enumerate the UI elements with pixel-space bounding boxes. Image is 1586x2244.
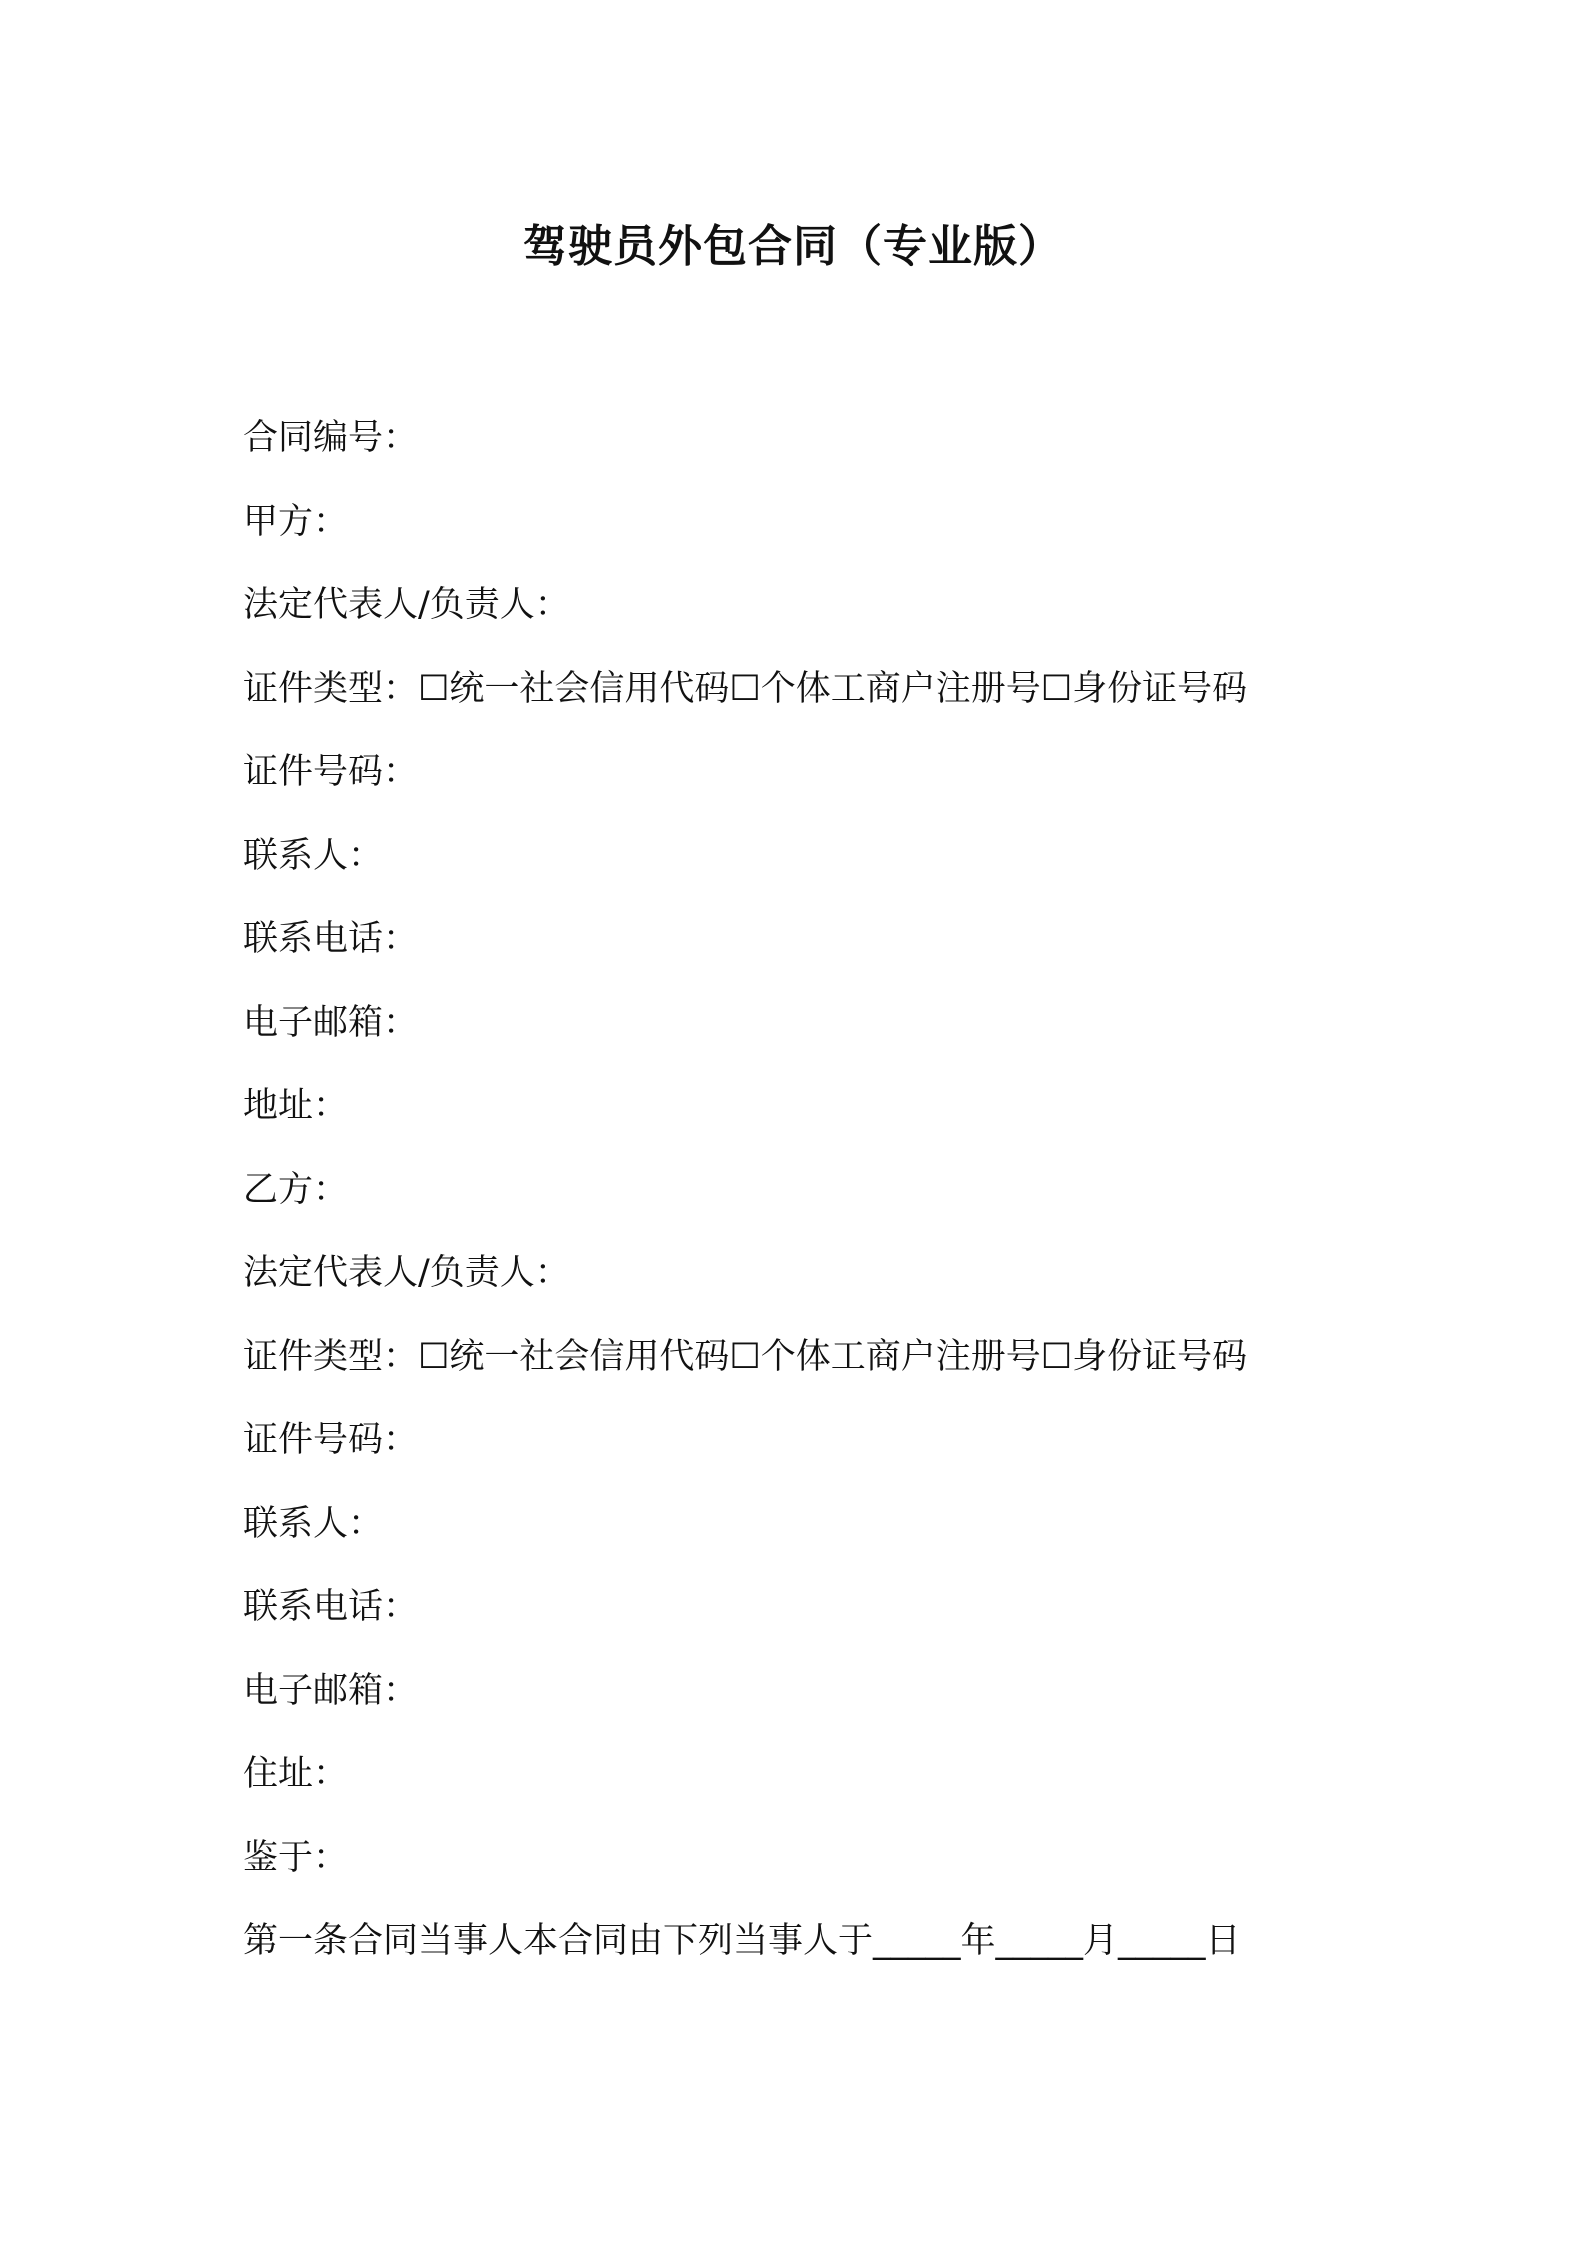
- party-a-line: 甲方：: [243, 501, 349, 542]
- party-a-phone-line: 联系电话：: [243, 919, 419, 959]
- contract-fields: [243, 403, 1393, 1990]
- party-b-phone-line: 联系电话：: [243, 1587, 419, 1627]
- contract-number-line: 合同编号：: [243, 418, 419, 458]
- party-b-line: 乙方：: [243, 1169, 349, 1210]
- party-b-address-line: 住址：: [243, 1754, 349, 1794]
- party-b-id-type-line: 证件类型：☐统一社会信用代码☐个体工商户注册号☐身份证号码: [243, 1336, 1248, 1377]
- party-a-id-type-line: 证件类型：☐统一社会信用代码☐个体工商户注册号☐身份证号码: [243, 668, 1248, 709]
- document-title: 驾驶员外包合同（专业版）: [523, 221, 1063, 272]
- party-b-legal-rep-line: 法定代表人/负责人：: [243, 1253, 570, 1293]
- whereas-line: 鉴于：: [243, 1837, 349, 1878]
- party-a-address-line: 地址：: [243, 1086, 349, 1126]
- party-a-id-number-line: 证件号码：: [243, 752, 419, 792]
- party-b-id-number-line: 证件号码：: [243, 1420, 419, 1460]
- article-one-line: 第一条合同当事人本合同由下列当事人于_____年_____月_____日: [243, 1921, 1241, 1961]
- party-a-email-line: 电子邮箱：: [243, 1002, 419, 1043]
- party-b-contact-line: 联系人：: [243, 1503, 384, 1544]
- party-b-email-line: 电子邮箱：: [243, 1670, 419, 1711]
- party-a-legal-rep-line: 法定代表人/负责人：: [243, 585, 570, 625]
- party-a-contact-line: 联系人：: [243, 835, 384, 876]
